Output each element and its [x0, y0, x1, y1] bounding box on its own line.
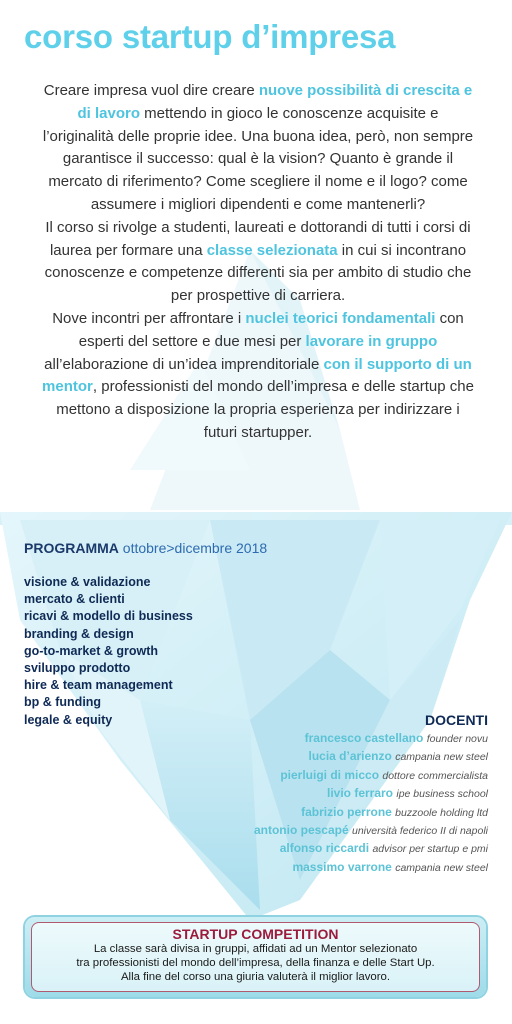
docente-role: campania new steel — [395, 751, 488, 764]
page-title: corso startup d’impresa — [24, 18, 396, 55]
docente-name: livio ferraro — [326, 786, 394, 801]
intro-p1-a: Creare impresa vuol dire creare — [43, 82, 259, 99]
intro-p2-highlight: classe selezionata — [206, 241, 338, 259]
docente-name: antonio pescapé — [253, 823, 349, 838]
docente-item — [254, 785, 488, 803]
intro-p3-highlight-2: lavorare in gruppo — [305, 332, 438, 350]
intro-p3-highlight-1: nuclei teorici fondamentali — [245, 309, 436, 327]
competition-panel — [31, 922, 480, 992]
intro-p1-highlight: nuove possibilità di crescita e di lavoro — [77, 82, 473, 122]
docente-item — [254, 804, 488, 822]
intro-p3-highlight-3: con il supporto di un mentor — [42, 355, 472, 396]
competition-box — [25, 917, 486, 997]
docente-name: massimo varrone — [292, 859, 392, 874]
docente-item — [254, 748, 488, 766]
programma-item: visione & validazione — [24, 575, 151, 589]
docente-item — [254, 840, 488, 858]
docente-item — [254, 822, 488, 840]
programma-item: legale & equity — [24, 712, 113, 727]
intro-p3-c: all’elaborazione di un’idea imprenditoriale — [44, 355, 324, 373]
docente-item — [254, 730, 488, 748]
intro-p3-b: con esperti del settore e due mesi per — [78, 309, 464, 350]
docente-name: fabrizio perrone — [301, 804, 392, 819]
programma-item: bp & funding — [24, 695, 102, 710]
programma-heading — [24, 540, 267, 556]
docente-role: dottore commercialista — [382, 769, 488, 782]
docenti-heading: DOCENTI — [425, 712, 488, 728]
docente-name: francesco castellano — [304, 731, 424, 745]
docenti-list — [254, 730, 488, 877]
docente-name: pierluigi di micco — [280, 767, 380, 782]
intro-p2-a: Il corso si rivolge a studenti, laureati e dottorandi di tutti i corsi di laurea per formare una — [45, 218, 471, 259]
docente-item — [254, 859, 488, 877]
docente-name: lucia d’arienzo — [308, 749, 392, 764]
programma-item: hire & team management — [24, 678, 173, 693]
docente-item — [254, 767, 488, 785]
docente-role: buzzoole holding ltd — [395, 806, 488, 819]
intro-p3-a: Nove incontri per affrontare i — [52, 309, 246, 327]
programma-item: sviluppo prodotto — [24, 661, 131, 676]
docente-role: advisor per startup e pmi — [372, 843, 488, 856]
programma-range: ottobre>dicembre 2018 — [122, 540, 268, 556]
programma-item: ricavi & modello di business — [24, 609, 193, 624]
programma-label: PROGRAMMA — [24, 540, 119, 556]
competition-line: La classe sarà divisa in gruppi, affidati ad un Mentor selezionato — [93, 943, 418, 955]
intro-p1-b: mettendo in gioco le conoscenze acquisite e l’originalità delle proprie idee. Una buona idea, però, non sempre garantisce il successo: qual è la vision? Quanto è grande il mercato di riferimento? Come scegliere il nome e il logo? come assumere i migliori dipendenti e come mantenerli? — [42, 104, 474, 213]
competition-line: Alla fine del corso una giuria valuterà il miglior lavoro. — [120, 971, 391, 983]
intro-p3-d: , professionisti del mondo dell’impresa e delle startup che mettono a disposizione la propria esperienza per indirizzare i futuri startupper. — [56, 378, 474, 441]
competition-line: tra professionisti del mondo dell’impresa, della finanza e delle Start Up. — [76, 957, 435, 969]
programma-item: branding & design — [24, 626, 134, 641]
intro-text — [40, 80, 476, 445]
programma-list — [24, 574, 193, 729]
programma-item: go-to-market & growth — [24, 643, 159, 658]
docente-role: ipe business school — [396, 788, 488, 801]
competition-title: STARTUP COMPETITION — [172, 926, 339, 942]
docente-role: università federico II di napoli — [352, 825, 488, 838]
programma-item: mercato & clienti — [24, 592, 125, 607]
docente-name: alfonso riccardi — [279, 841, 370, 856]
docente-role: campania new steel — [395, 861, 488, 874]
docente-role: founder novu — [426, 733, 488, 745]
intro-p2-b: in cui si incontrano conoscenze e competenze differenti sia per ambito di studio che per prospettive di carriera. — [44, 241, 472, 305]
